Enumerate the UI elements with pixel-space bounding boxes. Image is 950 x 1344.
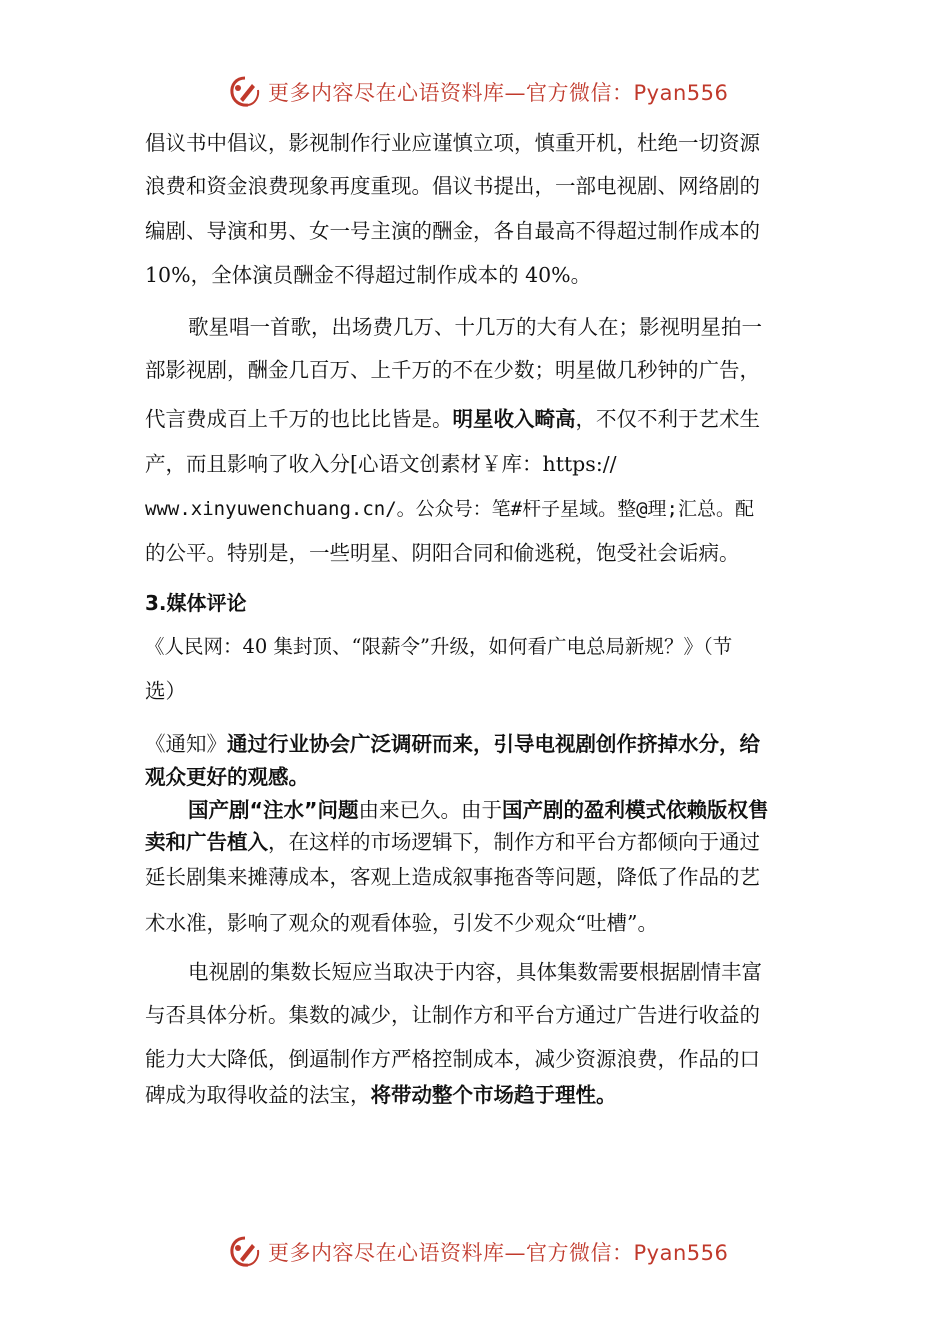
p5-line-1: 电视剧的集数长短应当取决于内容，具体集数需要根据剧情丰富	[188, 960, 762, 984]
fountain-pen-swirl-logo	[228, 1235, 262, 1269]
p4-line-2	[145, 829, 760, 855]
p4-line-1-bold-a: 国产剧“注水”问题	[188, 798, 359, 822]
p1-line-1: 倡议书中倡议，影视制作行业应谨慎立项，慎重开机，杜绝一切资源	[145, 131, 760, 155]
p5-line-4-bold: 将带动整个市场趋于理性。	[370, 1083, 617, 1107]
header-banner	[228, 72, 748, 112]
p2-line-1: 歌星唱一首歌，出场费几万、十几万的大有人在；影视明星拍一	[188, 315, 762, 339]
p2-line-3c: ，不仅不利于艺术生	[575, 407, 760, 431]
source-title-line-1: 《人民网：40 集封顶、“限薪令”升级，如何看广电总局新规？》（节	[145, 635, 733, 658]
p2-line-4: 产，而且影响了收入分[心语文创素材￥库：https://	[145, 452, 617, 476]
p2-line-2: 部影视剧，酬金几百万、上千万的不在少数；明星做几秒钟的广告，	[145, 358, 760, 382]
p1-line-2: 浪费和资金浪费现象再度重现。倡议书提出，一部电视剧、网络剧的	[145, 174, 760, 198]
p4-line-1-bold-c: 国产剧的盈利模式依赖版权售	[501, 798, 769, 822]
p2-line-3-bold: 明星收入畸高	[452, 407, 576, 431]
p3-line-2: 观众更好的观感。	[145, 765, 309, 789]
p4-line-4: 术水准，影响了观众的观看体验，引发不少观众“吐槽”。	[145, 911, 658, 935]
p2-line-3a: 代言费成百上千万的也比比皆是。	[145, 407, 453, 431]
p1-line-3: 编剧、导演和男、女一号主演的酬金，各自最高不得超过制作成本的	[145, 219, 760, 243]
p3-line-1a: 《通知》	[145, 732, 227, 756]
p4-line-2-bold: 卖和广告植入	[145, 830, 268, 854]
p2-line-3	[145, 406, 760, 432]
p3-line-1-bold: 通过行业协会广泛调研而来，引导电视剧创作挤掉水分，给	[227, 732, 760, 756]
footer-banner	[228, 1232, 748, 1272]
p1-line-4: 10%，全体演员酬金不得超过制作成本的 40%。	[145, 263, 592, 287]
p2-line-6: 的公平。特别是，一些明星、阴阳合同和偷逃税，饱受社会诟病。	[145, 541, 740, 565]
p4-line-2b: ，在这样的市场逻辑下，制作方和平台方都倾向于通过	[268, 830, 760, 854]
p5-line-4	[145, 1082, 617, 1108]
p4-line-3: 延长剧集来摊薄成本，客观上造成叙事拖沓等问题，降低了作品的艺	[145, 865, 760, 889]
p5-line-3: 能力大大降低，倒逼制作方严格控制成本，减少资源浪费，作品的口	[145, 1047, 760, 1071]
source-title-line-2: 选）	[145, 679, 186, 703]
header-banner-text: 更多内容尽在心语资料库—官方微信：Pyan556	[268, 81, 729, 105]
p4-line-1	[188, 797, 768, 823]
p5-line-2: 与否具体分析。集数的减少，让制作方和平台方通过广告进行收益的	[145, 1003, 760, 1027]
fountain-pen-swirl-logo	[228, 75, 262, 109]
p5-line-4a: 碑成为取得收益的法宝，	[145, 1083, 371, 1107]
p3-line-1	[145, 731, 760, 757]
p4-line-1b: 由来已久。由于	[358, 798, 502, 822]
p2-line-5: www.xinyuwenchuang.cn/。公众号：笔#杆子星域。整@理;汇总。配	[145, 498, 754, 520]
section-heading: 3.媒体评论	[145, 591, 247, 615]
footer-banner-text: 更多内容尽在心语资料库—官方微信：Pyan556	[268, 1241, 729, 1265]
